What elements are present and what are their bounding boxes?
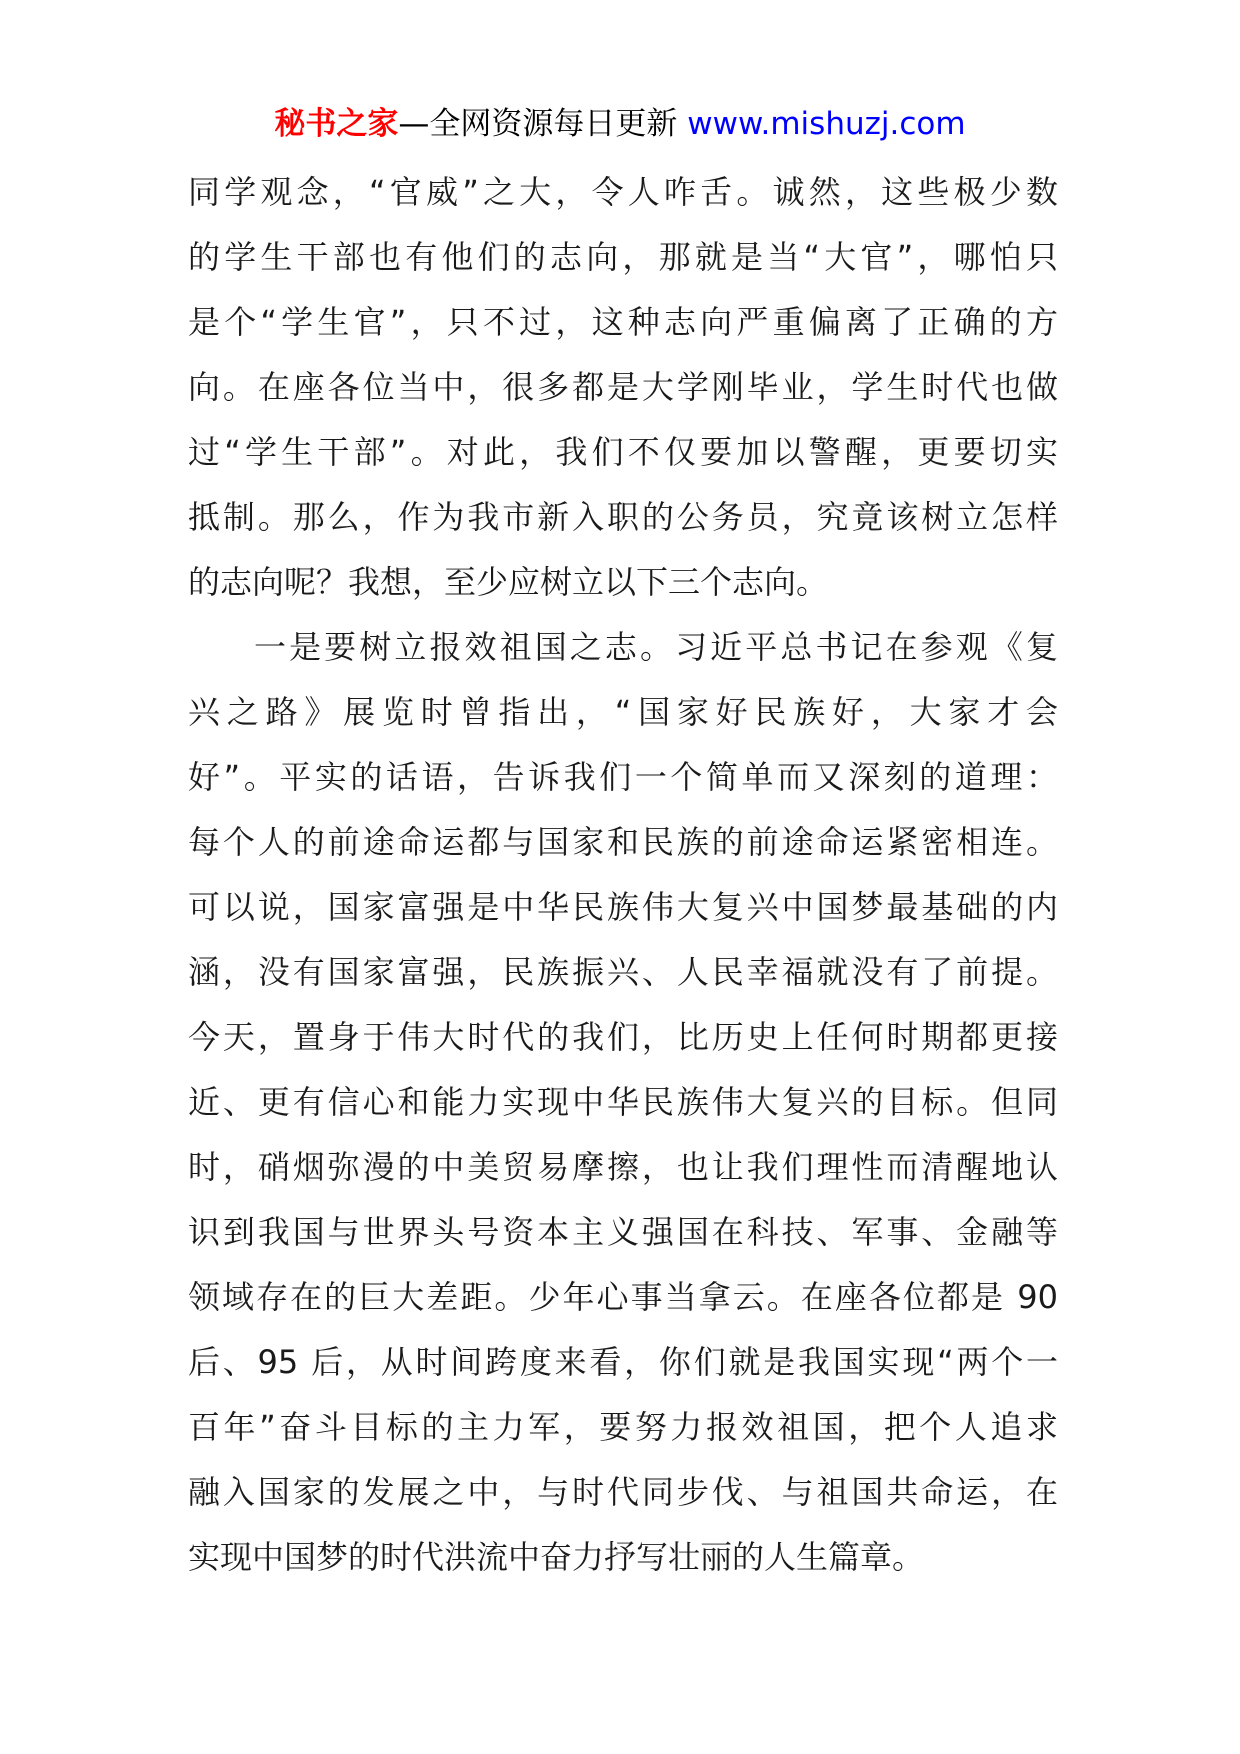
text-line: 实现中国梦的时代洪流中奋力抒写壮丽的人生篇章。 [188,1538,925,1576]
text-line: 是个“学生官”，只不过，这种志向严重偏离了正确的方 [188,303,1058,341]
page-header [0,100,1240,148]
document-body [188,160,1058,1590]
header-url: www.mishuzj.com [687,106,966,142]
text-line: 兴之路》展览时曾指出，“国家好民族好，大家才会 [188,693,1058,731]
text-line: 百年”奋斗目标的主力军，要努力报效祖国，把个人追求 [188,1408,1058,1446]
text-line: 融入国家的发展之中，与时代同步伐、与祖国共命运，在 [188,1473,1058,1511]
text-line: 近、更有信心和能力实现中华民族伟大复兴的目标。但同 [188,1083,1058,1121]
text-line: 向。在座各位当中，很多都是大学刚毕业，学生时代也做 [188,368,1058,406]
text-line: 今天，置身于伟大时代的我们，比历史上任何时期都更接 [188,1018,1058,1056]
text-line: 好”。平实的话语，告诉我们一个简单而又深刻的道理： [188,758,1058,796]
text-line: 一是要树立报效祖国之志。习近平总书记在参观《复 [254,628,1058,666]
text-line: 可以说，国家富强是中华民族伟大复兴中国梦最基础的内 [188,888,1058,926]
text-line: 的学生干部也有他们的志向，那就是当“大官”，哪怕只 [188,238,1058,276]
text-line: 的志向呢？我想，至少应树立以下三个志向。 [188,563,829,601]
text-line: 领域存在的巨大差距。少年心事当拿云。在座各位都是 90 [188,1278,1058,1316]
text-line: 抵制。那么，作为我市新入职的公务员，究竟该树立怎样 [188,498,1058,536]
header-tagline: —全网资源每日更新 [398,106,678,142]
text-line: 时，硝烟弥漫的中美贸易摩擦，也让我们理性而清醒地认 [188,1148,1058,1186]
header-brand: 秘书之家 [274,106,399,142]
text-line: 涵，没有国家富强，民族振兴、人民幸福就没有了前提。 [188,953,1058,991]
text-line: 识到我国与世界头号资本主义强国在科技、军事、金融等 [188,1213,1058,1251]
text-line: 同学观念，“官威”之大，令人咋舌。诚然，这些极少数 [188,173,1058,211]
text-line: 每个人的前途命运都与国家和民族的前途命运紧密相连。 [188,823,1058,861]
text-line: 过“学生干部”。对此，我们不仅要加以警醒，更要切实 [188,433,1058,471]
text-line: 后、95 后，从时间跨度来看，你们就是我国实现“两个一 [188,1343,1058,1381]
